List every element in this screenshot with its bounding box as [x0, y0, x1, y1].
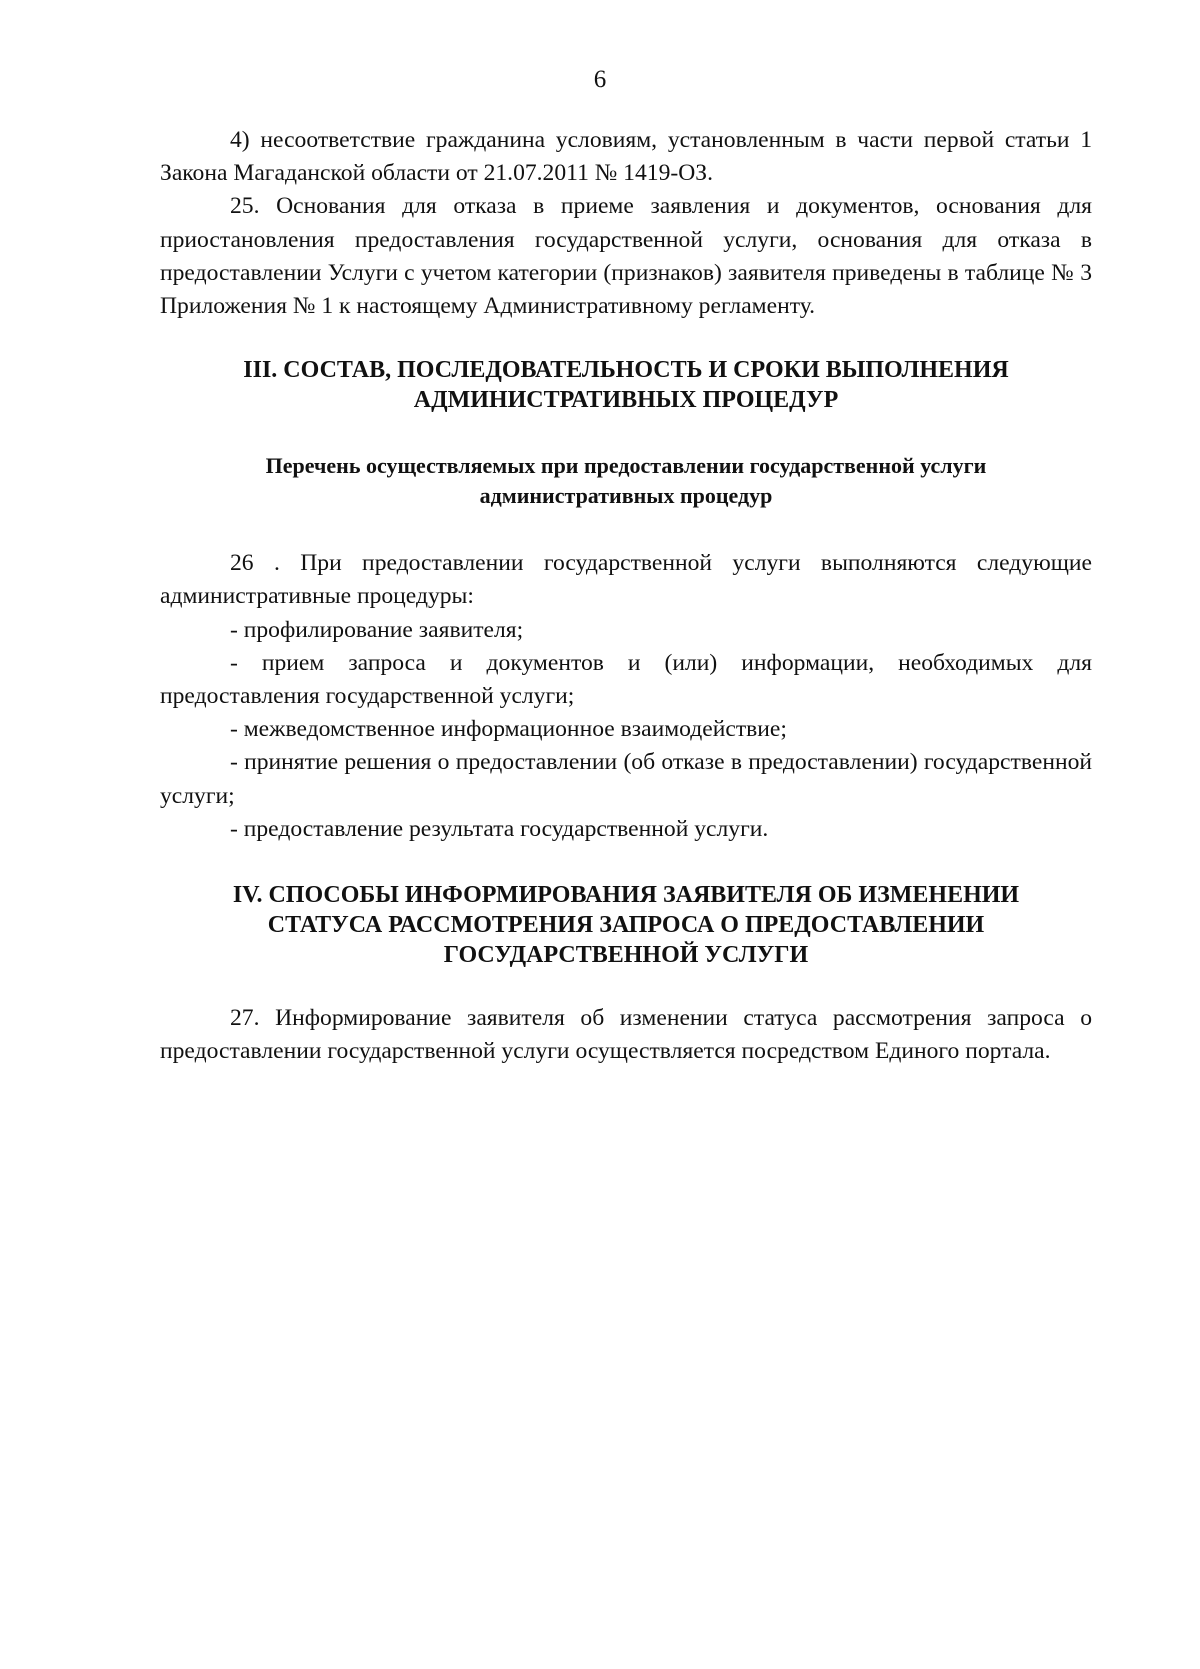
- section-3-heading-line-1: III. СОСТАВ, ПОСЛЕДОВАТЕЛЬНОСТЬ И СРОКИ ВЫПОЛНЕНИЯ: [243, 357, 1009, 384]
- paragraph-27: 27. Информирование заявителя об изменении статуса рассмотрения запроса о предоставлении государственной услуги осуществляется посредством Единого портала.: [160, 1005, 1092, 1065]
- section-4-heading-line-1: IV. СПОСОБЫ ИНФОРМИРОВАНИЯ ЗАЯВИТЕЛЯ ОБ ИЗМЕНЕНИИ: [232, 882, 1020, 909]
- section-3-heading: [160, 355, 1092, 415]
- list-item: - прием запроса и документов и (или) информации, необходимых для предоставления государственной услуги;: [160, 649, 1092, 710]
- list-item: - принятие решения о предоставлении (об отказе в предоставлении) государственной услуги;: [160, 749, 1092, 809]
- section-3-subheading-line-2: административных процедур: [479, 483, 773, 509]
- document-body: [160, 124, 1092, 1068]
- list-item: - профилирование заявителя;: [230, 616, 524, 643]
- section-3-heading-line-2: АДМИНИСТРАТИВНЫХ ПРОЦЕДУР: [413, 387, 839, 414]
- paragraph-27-block: [160, 1002, 1092, 1068]
- list-item: - предоставление результата государственной услуги.: [230, 815, 769, 842]
- paragraph-26-block: [160, 547, 1092, 846]
- paragraph-26: 26 . При предоставлении государственной услуги выполняются следующие административные процедуры:: [160, 550, 1092, 610]
- paragraph-item-4: 4) несоответствие гражданина условиям, установленным в части первой статьи 1 Закона Магаданской области от 21.07.2011 № 1419-ОЗ.: [160, 127, 1092, 187]
- paragraph-25: 25. Основания для отказа в приеме заявления и документов, основания для приостановления предоставления государственной услуги, основания для отказа в предоставлении Услуги с учетом категории (признаков) заявителя приведены в таблице № 3 Приложения № 1 к настоящему Административному регламенту.: [160, 193, 1092, 320]
- section-4-heading-line-2: СТАТУСА РАССМОТРЕНИЯ ЗАПРОСА О ПРЕДОСТАВЛЕНИИ: [267, 912, 985, 939]
- section-3-subheading-line-1: Перечень осуществляемых при предоставлении государственной услуги: [265, 453, 987, 479]
- section-3-subheading: [160, 451, 1092, 511]
- list-item: - межведомственное информационное взаимодействие;: [230, 716, 787, 743]
- section-4-heading: [160, 880, 1092, 970]
- section-4-heading-line-3: ГОСУДАРСТВЕННОЙ УСЛУГИ: [443, 942, 809, 969]
- page-number: 6: [593, 66, 607, 93]
